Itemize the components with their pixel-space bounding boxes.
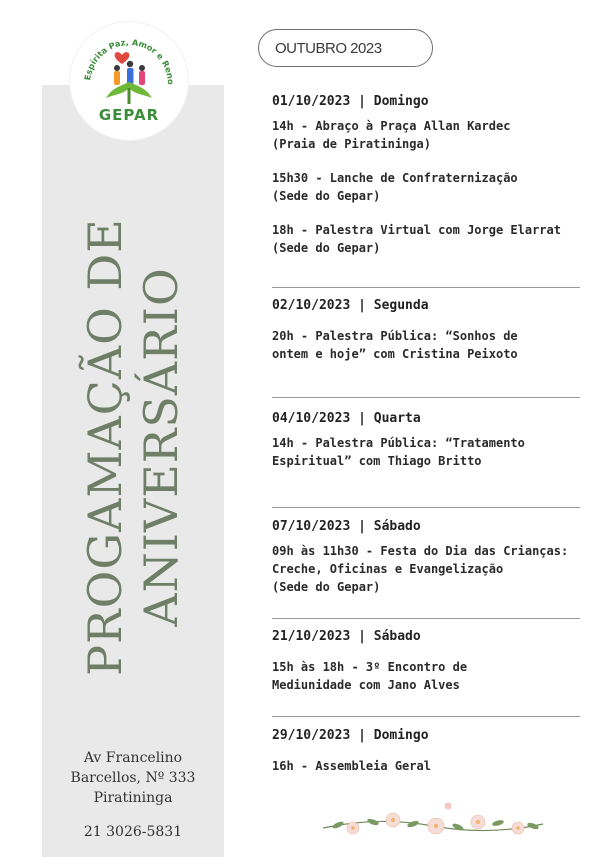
event-section [272,94,582,257]
event-section [272,629,582,694]
logo-arc-text: Espírita Paz, Amor e Reno [82,36,177,85]
event-item: 15h30 - Lanche de Confraternização (Sede do Gepar) [272,171,518,203]
event-date: 02/10/2023 | Segunda [272,298,429,313]
event-item: 18h - Palestra Virtual com Jorge Elarrat (Sede do Gepar) [272,223,561,255]
event-date: 04/10/2023 | Quarta [272,411,421,426]
event-date: 01/10/2023 | Domingo [272,94,429,109]
event-date: 29/10/2023 | Domingo [272,728,429,743]
event-section [272,298,582,363]
event-date: 07/10/2023 | Sábado [272,519,421,534]
address-line-3: Piratininga [93,790,173,806]
event-item: 15h às 18h - 3º Encontro de Mediunidade com Jano Alves [272,660,468,692]
event-item: 20h - Palestra Pública: “Sonhos de ontem e hoje” com Cristina Peixoto [272,329,518,361]
page-title [77,177,189,717]
event-item: 14h - Abraço à Praça Allan Kardec (Praia de Piratininga) [272,119,511,151]
title-line-1: PROGAMAÇÃO DE [78,218,132,676]
event-item: 16h - Assembleia Geral [272,759,431,773]
month-badge: OUTUBRO 2023 [258,29,433,67]
event-section [272,411,582,470]
gepar-logo [70,22,188,140]
address [42,748,224,808]
logo-name: GEPAR [98,106,160,124]
section-divider [272,716,580,717]
title-line-2: ANIVERSÁRIO [134,267,188,627]
event-item: 14h - Palestra Pública: “Tratamento Espiritual” com Thiago Britto [272,436,525,468]
flower-garland-icon [318,798,548,844]
address-line-1: Av Francelino [83,750,183,766]
section-divider [272,618,580,619]
phone-number: 21 3026-5831 [83,824,183,840]
event-date: 21/10/2023 | Sábado [272,629,421,644]
event-section [272,519,582,596]
section-divider [272,507,580,508]
section-divider [272,397,580,398]
event-section [272,728,582,775]
svg-text:Grupo Espírita Paz, Amor e Ren [70,22,176,85]
address-line-2: Barcellos, Nº 333 [70,770,196,786]
section-divider [272,287,580,288]
event-item: 09h às 11h30 - Festa do Dia das Crianças: Creche, Oficinas e Evangelização (Sede do Gepar) [272,544,569,594]
